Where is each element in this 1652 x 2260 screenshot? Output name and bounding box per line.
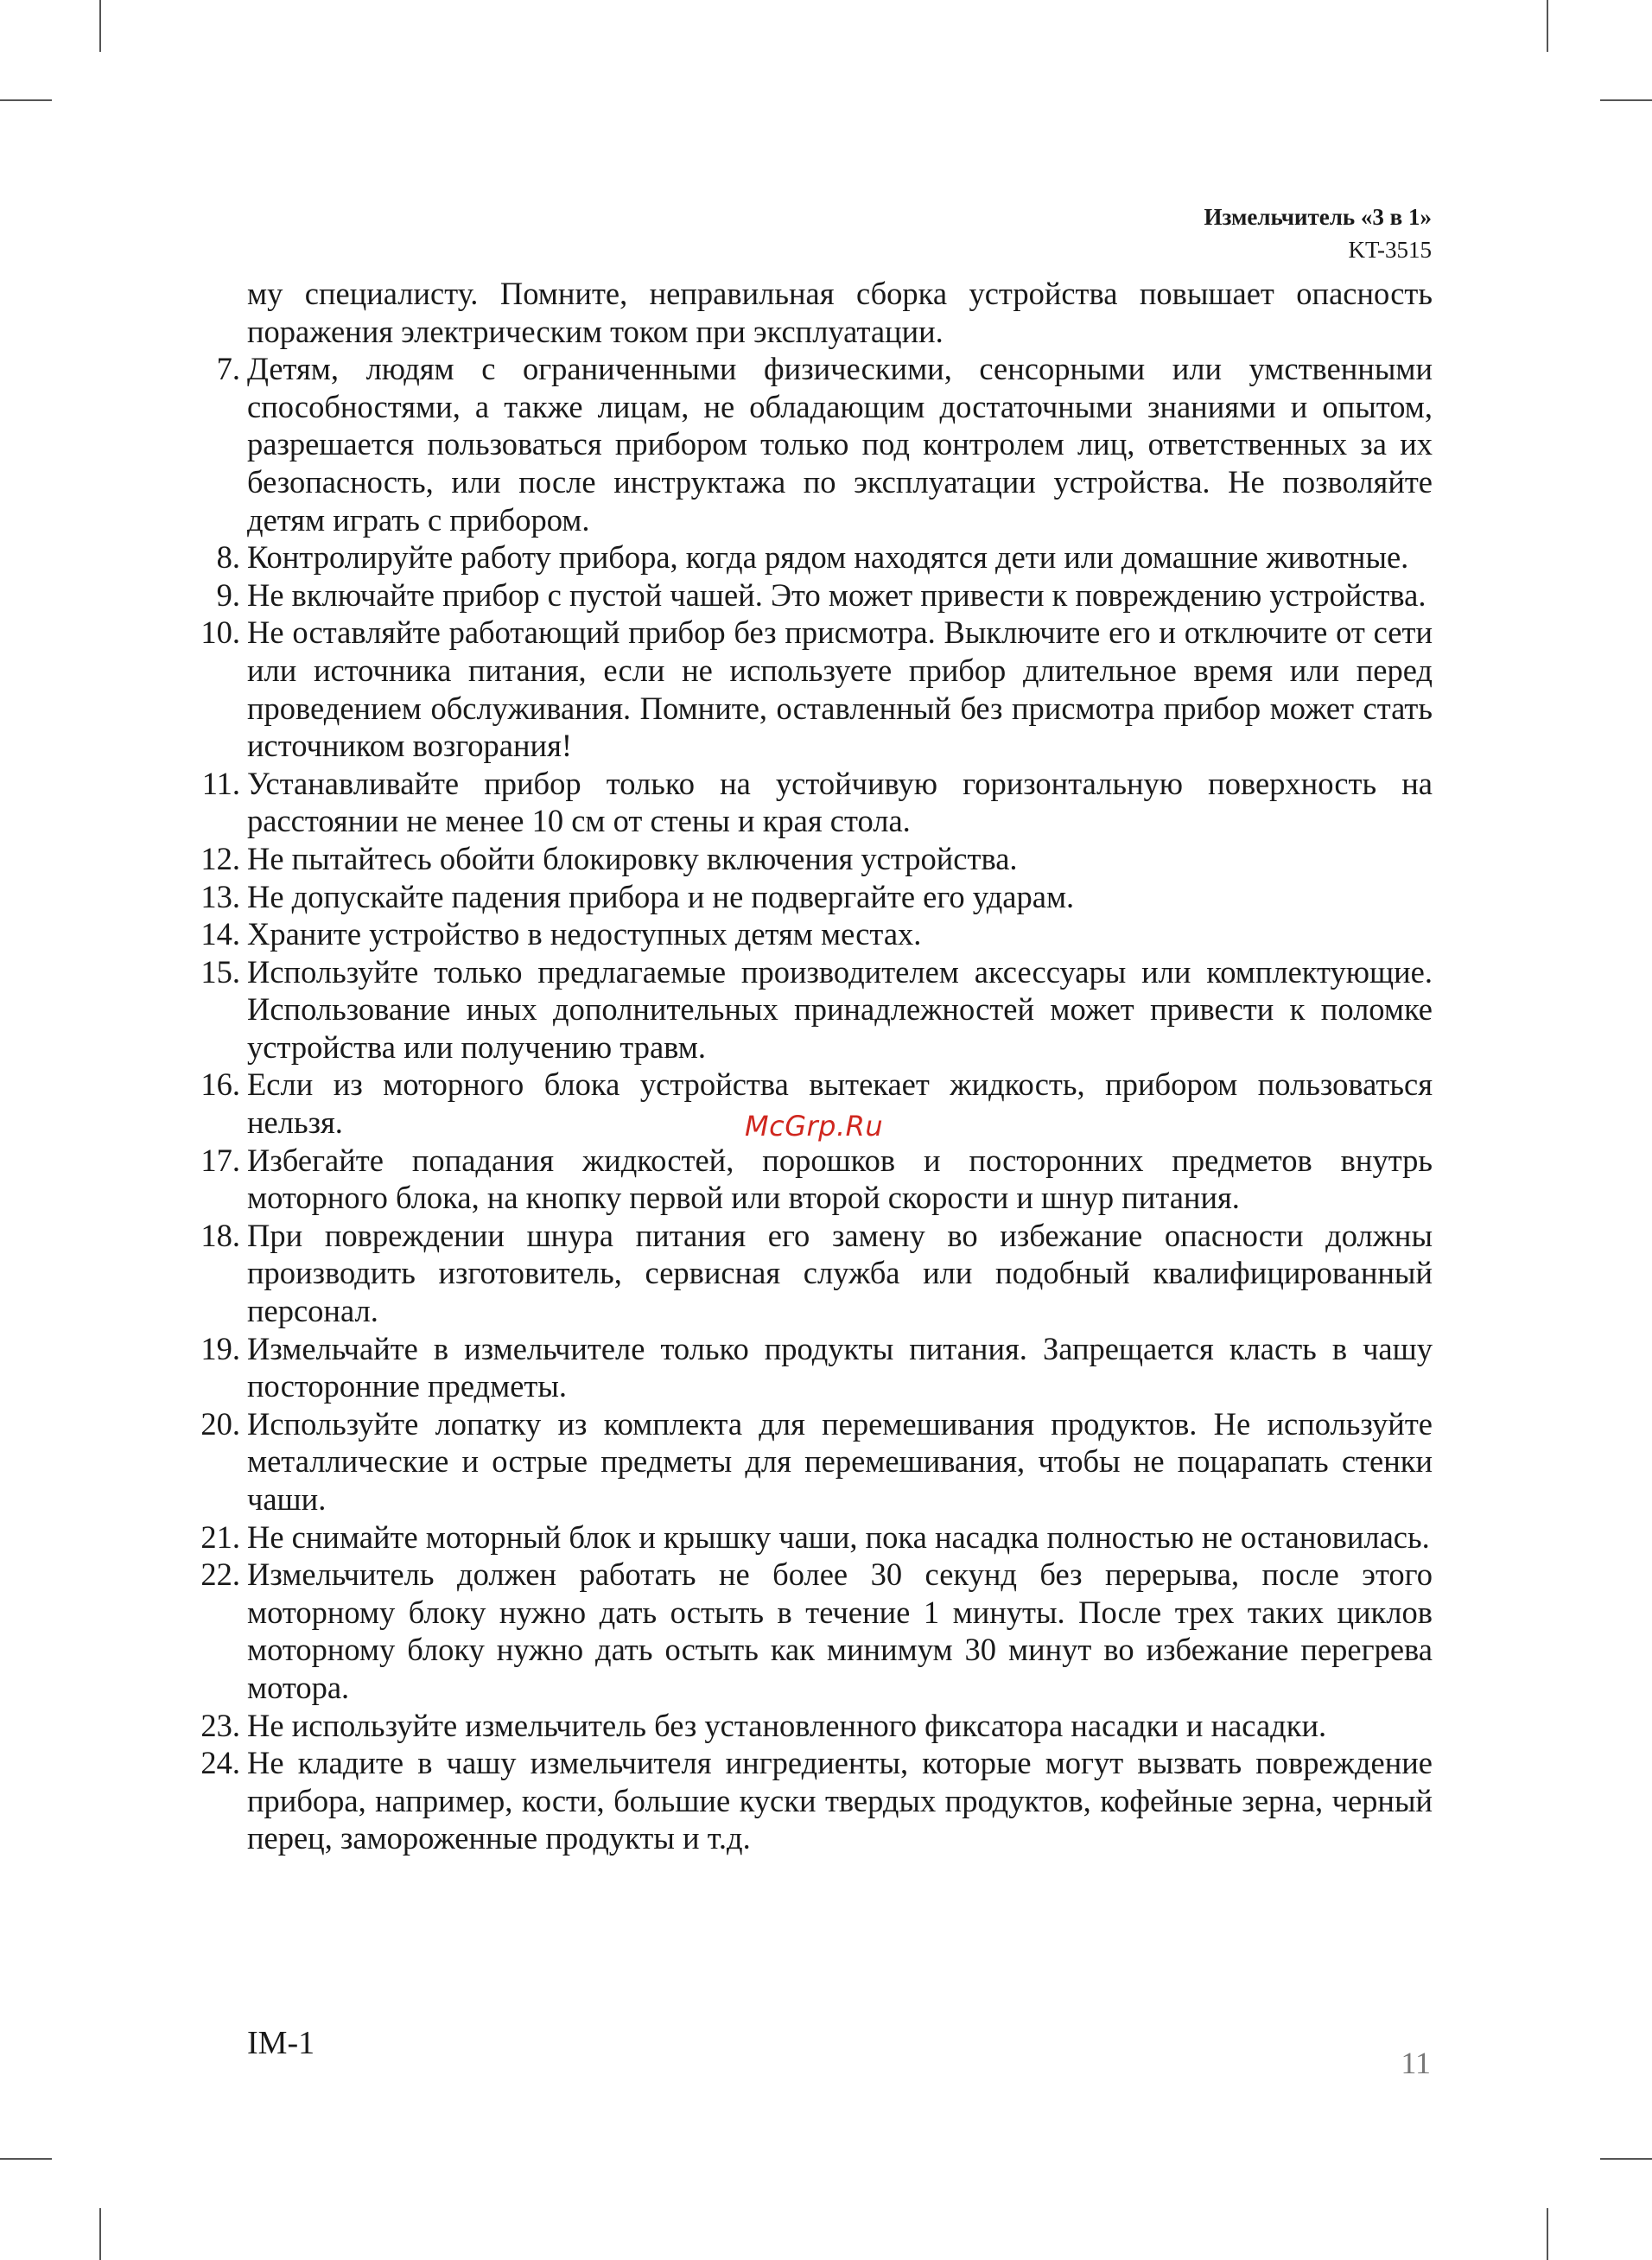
list-item-text: Если из моторного блока устройства вытекает жидкость, прибором пользоваться нельзя. [247,1066,1433,1141]
list-item-text: Избегайте попадания жидкостей, порошков и посторонних предметов внутрь моторного блока, на кнопку первой или второй скорости и шнур питания. [247,1142,1433,1216]
continued-paragraph: му специалисту. Помните, неправильная сборка устройства повышает опасность поражения электрическим током при эксплуатации. [247,276,1433,349]
page-number: 11 [1401,2046,1431,2080]
list-item-number: 16. [200,1066,240,1103]
list-item-number: 14. [200,916,240,952]
list-item-text: Храните устройство в недоступных детям местах. [247,916,922,952]
list-item-number: 13. [200,878,240,914]
running-header [1204,201,1432,266]
list-item-text: Измельчайте в измельчителе только продукты питания. Запрещается класть в чашу посторонние предметы. [247,1330,1433,1404]
crop-mark [99,2208,101,2260]
list-item-text: Контролируйте работу прибора, когда рядом находятся дети или домашние животные. [247,539,1409,576]
list-item-number: 22. [200,1557,240,1593]
crop-mark [0,99,52,101]
list-item-number: 24. [200,1745,240,1781]
list-item [190,765,1433,840]
list-item-number: 20. [200,1405,240,1442]
list-item-text: Детям, людям с ограниченными физическими, сенсорными или умственными способностями, а также лицам, не обладающим достаточными знаниями и опытом, разрешается пользоваться прибором только под контролем лиц, ответственных за их безопасность, или после инструктажа по эксплуатации устройства. Не позволяйте детям играть с прибором. [247,351,1433,538]
list-item-number: 21. [200,1518,240,1555]
watermark: McGrp.Ru [745,1110,884,1143]
list-item-number: 8. [216,539,240,576]
list-item [190,1556,1433,1706]
list-item-number: 7. [216,351,240,387]
header-model: KT-3515 [1348,237,1432,263]
list-item [190,1217,1433,1330]
list-item [190,953,1433,1066]
list-item [190,1518,1433,1557]
list-item-text: Не снимайте моторный блок и крышку чаши, пока насадка полностью не остановилась. [247,1518,1430,1555]
list-item [190,614,1433,764]
crop-mark [1547,2208,1548,2260]
list-item-number: 17. [200,1142,240,1178]
list-item-number: 19. [200,1330,240,1366]
list-item-text: Не кладите в чашу измельчителя ингредиенты, которые могут вызвать повреждение прибора, например, кости, большие куски твердых продуктов, кофейные зерна, черный перец, замороженные продукты и т.д. [247,1745,1433,1856]
list-item-text: Используйте только предлагаемые производителем аксессуары или комплектующие. Использование иных дополнительных принадлежностей может привести к поломке устройства или получению травм. [247,953,1433,1065]
list-item [190,1142,1433,1217]
crop-mark [0,2158,52,2160]
list-item-text: Не включайте прибор с пустой чашей. Это может привести к повреждению устройства. [247,576,1426,613]
list-item [190,915,1433,953]
list-item [190,1330,1433,1405]
list-item [190,1707,1433,1745]
list-item [190,350,1433,538]
list-item-text: Не пытайтесь обойти блокировку включения устройства. [247,840,1018,876]
footer-code: IM-1 [247,2025,315,2061]
instruction-list [190,275,1433,1857]
list-item-number: 23. [200,1707,240,1743]
list-item [190,1405,1433,1518]
crop-mark [99,0,101,52]
list-item-text: Не оставляйте работающий прибор без присмотра. Выключите его и отключите от сети или источника питания, если не используете прибор длительное время или перед проведением обслуживания. Помните, оставленный без присмотра прибор может стать источником возгорания! [247,614,1433,764]
list-item [190,576,1433,614]
list-item-text: При повреждении шнура питания его замену во избежание опасности должны производить изготовитель, сервисная служба или подобный квалифицированный персонал. [247,1217,1433,1329]
list-item-number: 10. [200,614,240,651]
list-item-text: Не используйте измельчитель без установленного фиксатора насадки и насадки. [247,1707,1327,1743]
list-item-number: 11. [201,765,240,801]
list-item [190,1744,1433,1857]
header-title: Измельчитель «3 в 1» [1204,204,1432,230]
list-item-number: 12. [200,840,240,876]
list-item-number: 9. [216,576,240,613]
list-item-number: 15. [200,953,240,990]
crop-mark [1600,99,1652,101]
list-item [190,538,1433,576]
list-item-text: Устанавливайте прибор только на устойчивую горизонтальную поверхность на расстоянии не менее 10 см от стены и края стола. [247,765,1433,839]
list-item-text: Измельчитель должен работать не более 30 секунд без перерыва, после этого моторному блоку нужно дать остыть в течение 1 минуты. После трех таких циклов моторному блоку нужно дать остыть как минимум 30 минут во избежание перегрева мотора. [247,1557,1433,1705]
list-item-number: 18. [200,1217,240,1253]
list-item [190,878,1433,916]
crop-mark [1600,2158,1652,2160]
list-item [190,840,1433,878]
list-item-text: Используйте лопатку из комплекта для перемешивания продуктов. Не используйте металлические и острые предметы для перемешивания, чтобы не поцарапать стенки чаши. [247,1405,1433,1517]
crop-mark [1547,0,1548,52]
list-item-text: Не допускайте падения прибора и не подвергайте его ударам. [247,878,1075,914]
